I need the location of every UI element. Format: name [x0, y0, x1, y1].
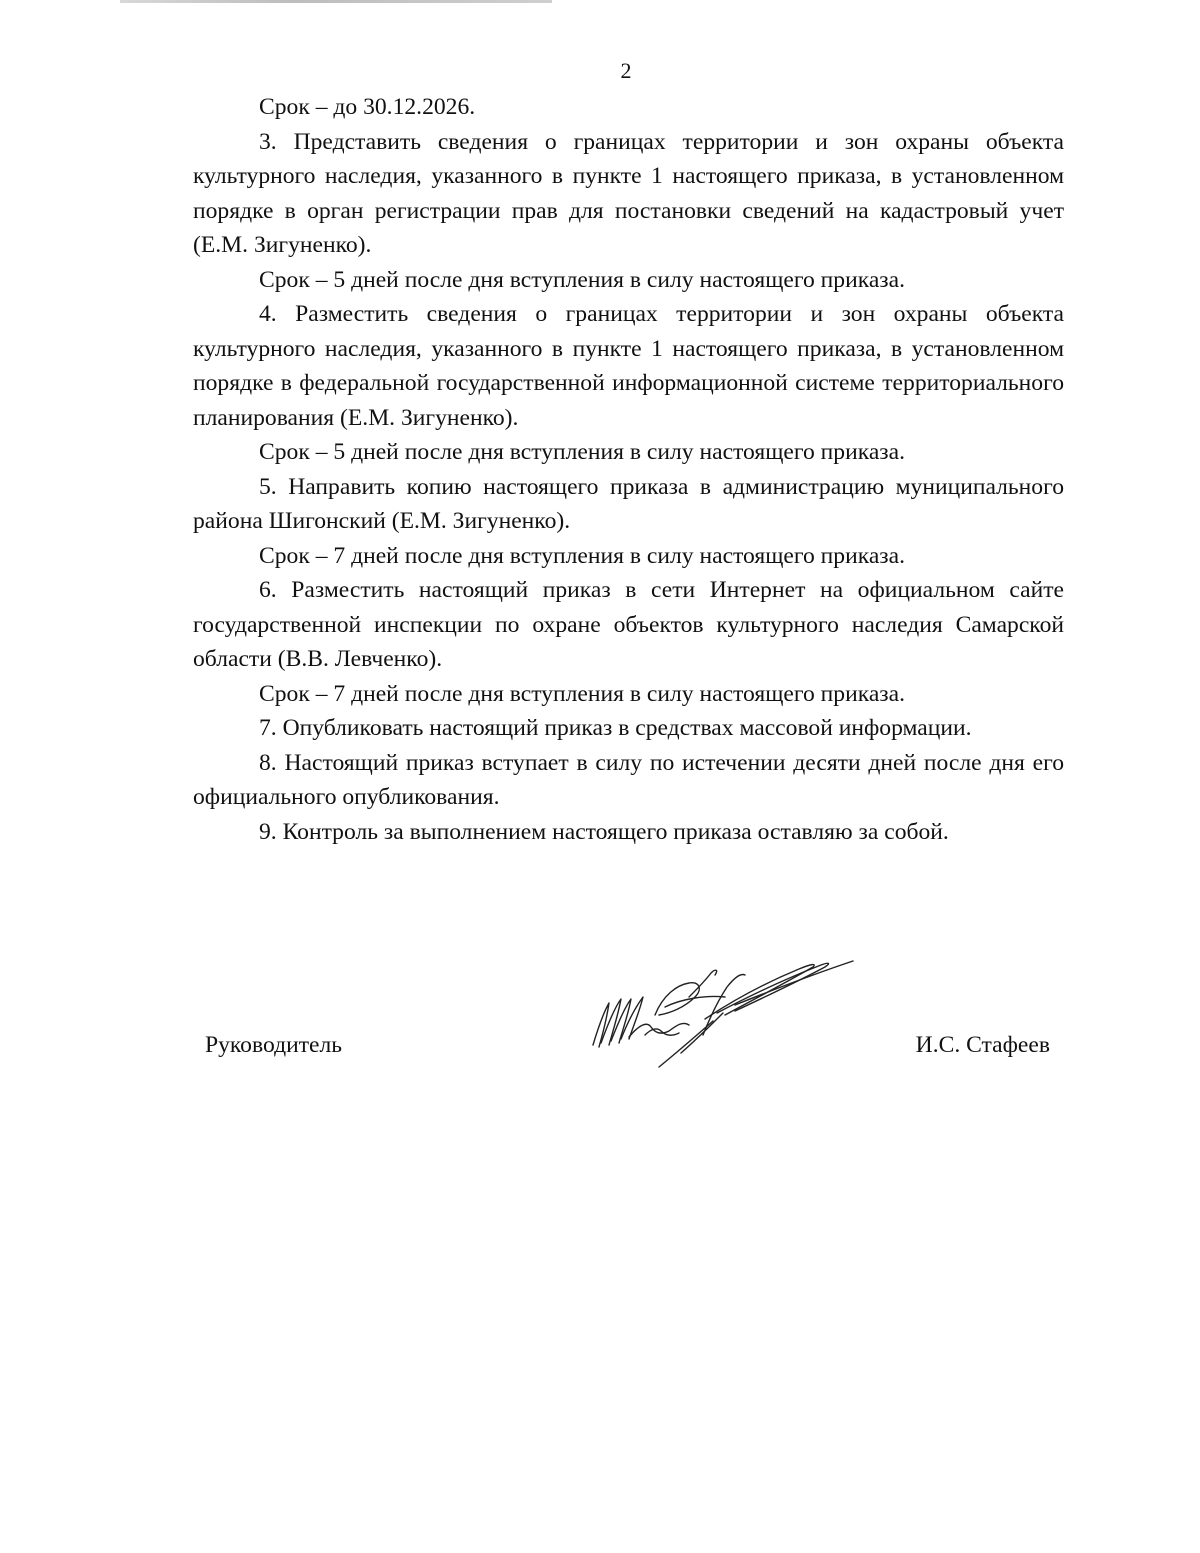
paragraph-deadline-4: Срок – 5 дней после дня вступления в силу настоящего приказа.	[259, 439, 905, 465]
document-body	[193, 90, 1064, 849]
paragraph-item-5: 5. Направить копию настоящего приказа в администрацию муниципального района Шигонский (Е.М. Зигуненко).	[193, 473, 1064, 534]
paragraph-deadline-3: Срок – 5 дней после дня вступления в силу настоящего приказа.	[259, 266, 905, 293]
paragraph-item-7: 7. Опубликовать настоящий приказ в средствах массовой информации.	[259, 715, 972, 741]
paragraph-item-9: 9. Контроль за выполнением настоящего приказа оставляю за собой.	[259, 818, 949, 845]
signatory-position: Руководитель	[205, 1032, 343, 1058]
paragraph-item-6: 6. Разместить настоящий приказ в сети Интернет на официальном сайте государственной инспекции по охране объектов культурного наследия Самарской области (В.В. Левченко).	[193, 577, 1064, 672]
paragraph-item-4: 4. Разместить сведения о границах территории и зон охраны объекта культурного наследия, указанного в пункте 1 настоящего приказа, в установленном порядке в федеральной государственной информационной системе территориального планирования (Е.М. Зигуненко).	[193, 301, 1064, 431]
scan-edge-line	[120, 0, 552, 3]
paragraph-deadline-6: Срок – 7 дней после дня вступления в силу настоящего приказа.	[259, 680, 905, 707]
paragraph-deadline-5: Срок – 7 дней после дня вступления в силу настоящего приказа.	[259, 542, 905, 569]
paragraph-item-3: 3. Представить сведения о границах территории и зон охраны объекта культурного наследия, указанного в пункте 1 настоящего приказа, в установленном порядке в орган регистрации прав для постановки сведений на кадастровый учет (Е.М. Зигуненко).	[193, 128, 1064, 258]
paragraph-deadline-2: Срок – до 30.12.2026.	[259, 94, 476, 120]
signatory-name: И.С. Стафеев	[915, 1032, 1050, 1058]
signature-block	[193, 1028, 1064, 1068]
page-number: 2	[620, 58, 632, 83]
paragraph-item-8: 8. Настоящий приказ вступает в силу по истечении десяти дней после дня его официального опубликования.	[193, 749, 1064, 810]
